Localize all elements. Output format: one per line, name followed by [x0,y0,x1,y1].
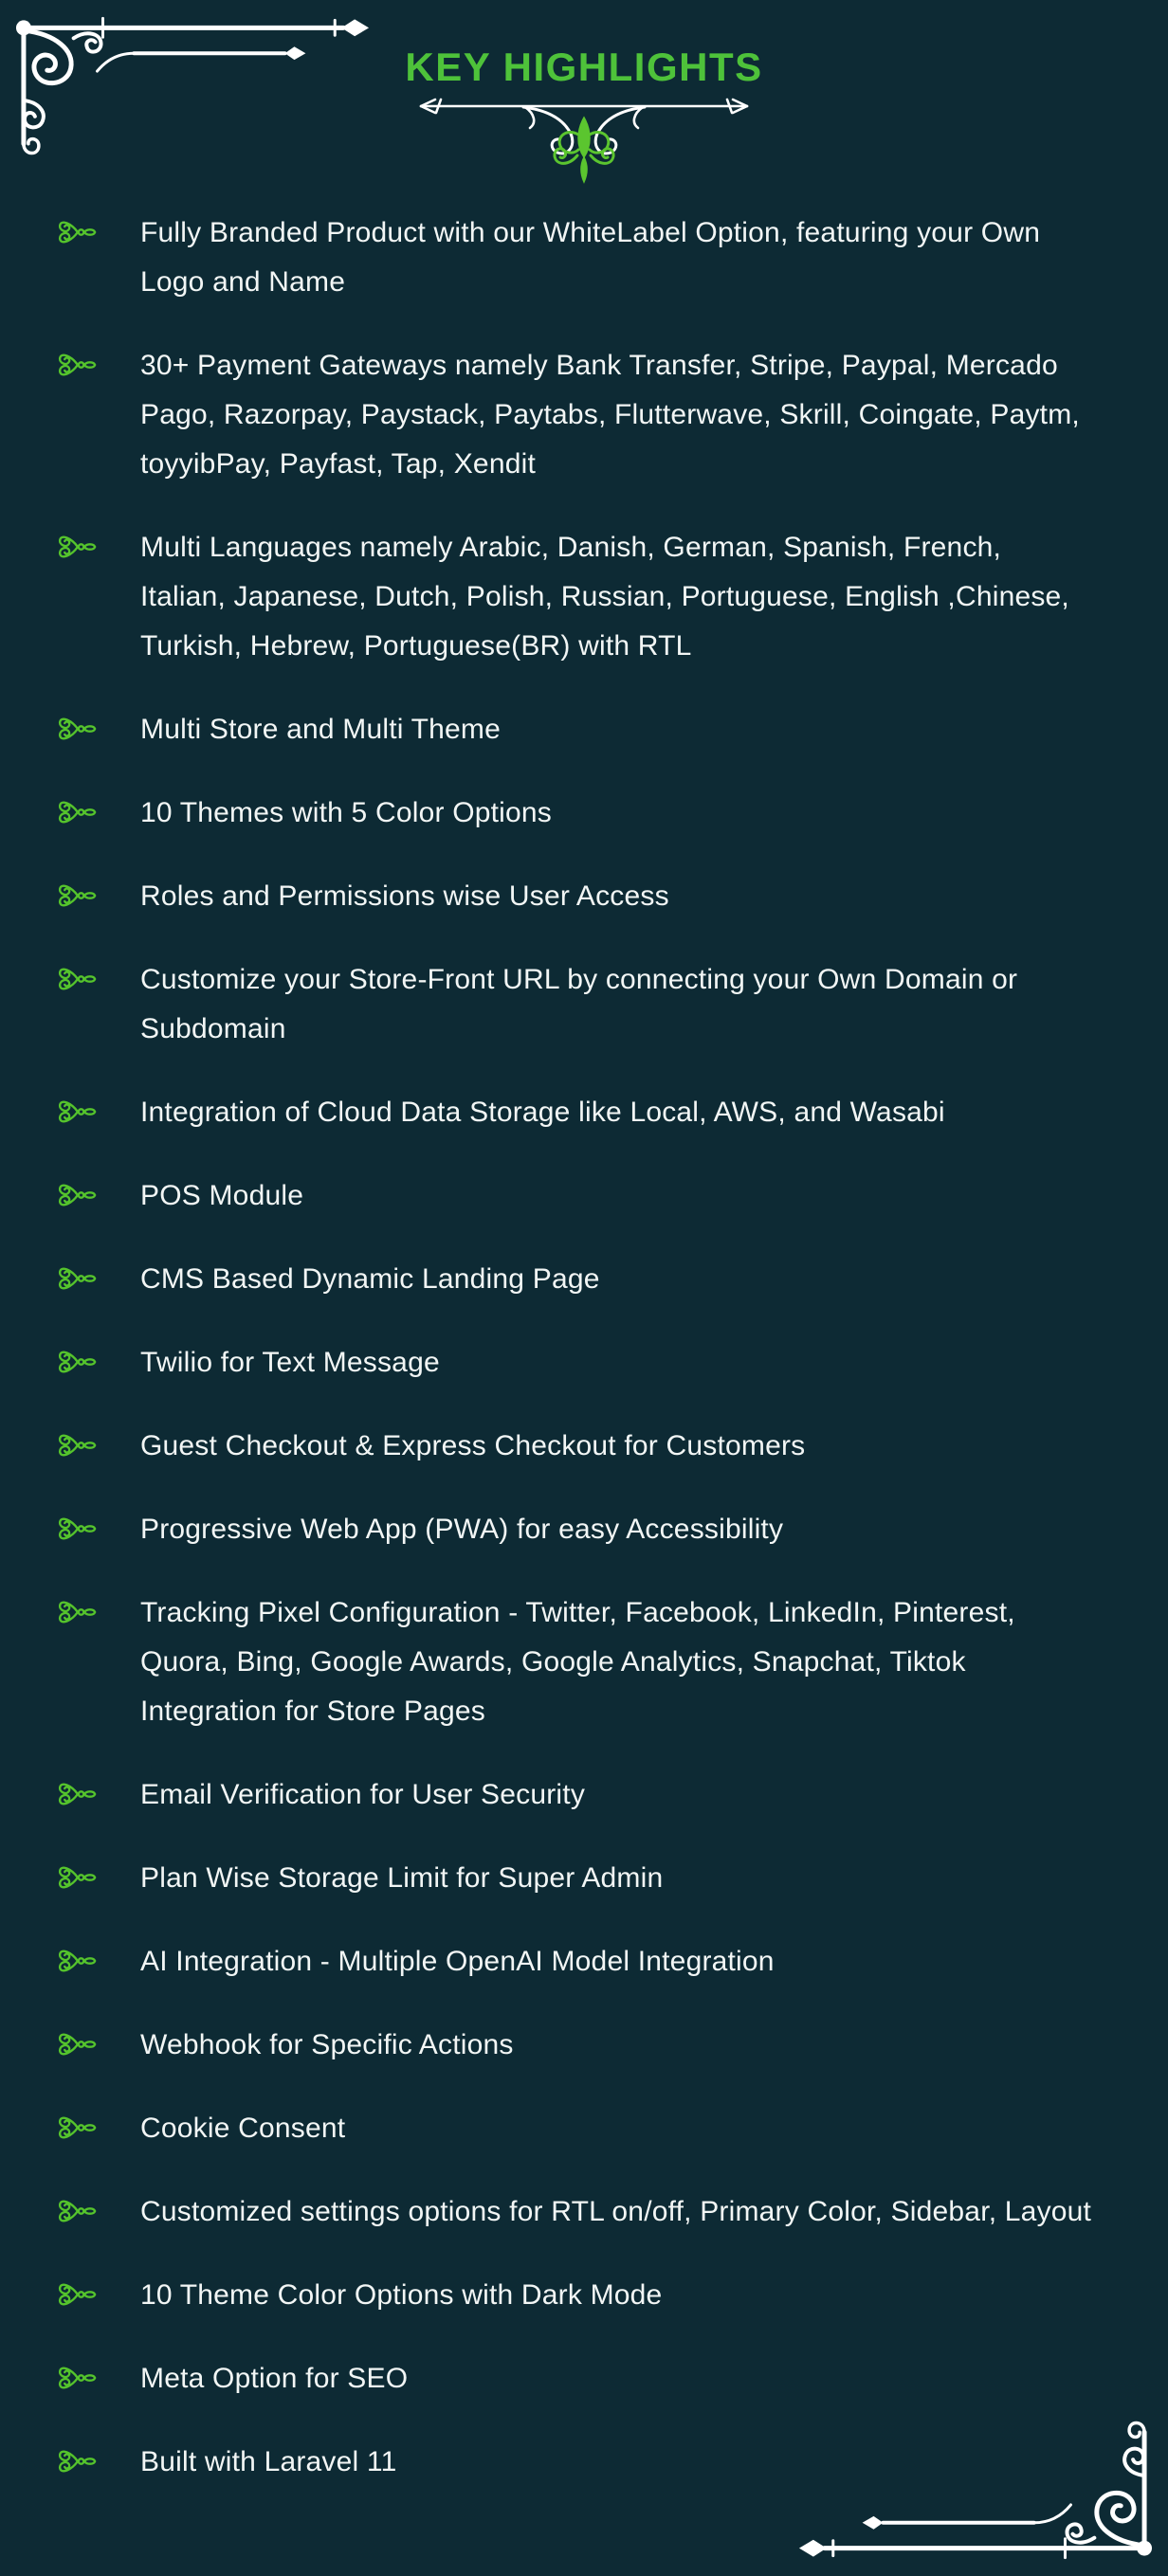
highlight-text: 10 Theme Color Options with Dark Mode [140,2279,663,2312]
highlight-text: Tracking Pixel Configuration - Twitter, Facebook, LinkedIn, Pinterest, Quora, Bing, Google Awards, Google Analytics, Snapchat, Tiktok Integration for Store Pages [140,1597,1015,1728]
ornament-bullet-icon [57,880,97,911]
ornament-bullet-icon [57,1862,97,1893]
highlight-item [57,341,1094,489]
highlight-text: POS Module [140,1180,304,1212]
corner-flourish-bottom-right-icon [789,2406,1157,2563]
highlight-text: AI Integration - Multiple OpenAI Model Integration [140,1946,775,1978]
highlight-item [57,1422,1094,1471]
highlight-item [57,955,1094,1054]
ornament-bullet-icon [57,1597,97,1627]
section-header [0,0,1168,186]
highlight-text: Customized settings options for RTL on/off, Primary Color, Sidebar, Layout [140,2196,1092,2228]
ornament-bullet-icon [57,1779,97,1809]
highlight-item [57,2021,1094,2070]
ornament-bullet-icon [57,1946,97,1976]
ornament-bullet-icon [57,2279,97,2310]
highlight-text: Multi Store and Multi Theme [140,714,502,746]
ornament-bullet-icon [57,1514,97,1544]
ornament-bullet-icon [57,714,97,744]
highlight-item [57,523,1094,671]
highlight-text: Integration of Cloud Data Storage like Local, AWS, and Wasabi [140,1097,945,1129]
ornament-bullet-icon [57,2363,97,2393]
highlight-item [57,1255,1094,1304]
highlight-text: CMS Based Dynamic Landing Page [140,1263,600,1296]
highlight-item [57,1088,1094,1137]
highlight-text: Guest Checkout & Express Checkout for Customers [140,1430,806,1462]
ornament-bullet-icon [57,2446,97,2476]
highlight-text: Fully Branded Product with our WhiteLabel Option, featuring your Own Logo and Name [140,217,1041,299]
highlight-item [57,1770,1094,1820]
highlight-item [57,2271,1094,2320]
highlight-item [57,789,1094,838]
highlight-item [57,209,1094,307]
highlight-text: Plan Wise Storage Limit for Super Admin [140,1862,664,1895]
highlight-item [57,1854,1094,1903]
divider-flourish-icon [410,97,758,186]
highlights-list [0,209,1168,2487]
ornament-bullet-icon [57,1263,97,1294]
highlight-text: Built with Laravel 11 [140,2446,397,2478]
ornament-bullet-icon [57,1347,97,1377]
highlight-item [57,1505,1094,1554]
highlight-text: Cookie Consent [140,2113,346,2145]
highlight-text: 30+ Payment Gateways namely Bank Transfer, Stripe, Paypal, Mercado Pago, Razorpay, Paystack, Paytabs, Flutterwave, Skrill, Coingate, Paytm, toyyibPay, Payfast, Tap, Xendit [140,350,1080,481]
ornament-bullet-icon [57,1430,97,1460]
highlight-item [57,1171,1094,1221]
ornament-bullet-icon [57,964,97,994]
ornament-bullet-icon [57,350,97,380]
highlight-text: Roles and Permissions wise User Access [140,880,669,913]
highlight-text: Webhook for Specific Actions [140,2029,514,2061]
highlight-item [57,1937,1094,1986]
ornament-bullet-icon [57,2029,97,2059]
highlight-text: Multi Languages namely Arabic, Danish, German, Spanish, French, Italian, Japanese, Dutch, Polish, Russian, Portuguese, English ,Chinese, Turkish, Hebrew, Portuguese(BR) with RTL [140,532,1069,662]
ornament-bullet-icon [57,1180,97,1210]
ornament-bullet-icon [57,2113,97,2143]
highlight-text: 10 Themes with 5 Color Options [140,797,552,829]
highlight-item [57,1588,1094,1736]
highlight-item [57,2354,1094,2404]
highlight-text: Email Verification for User Security [140,1779,586,1811]
highlight-text: Meta Option for SEO [140,2363,409,2395]
ornament-bullet-icon [57,797,97,827]
ornament-bullet-icon [57,217,97,247]
ornament-bullet-icon [57,1097,97,1127]
highlight-item [57,872,1094,921]
highlight-item [57,705,1094,754]
highlight-item [57,2187,1094,2237]
highlight-item [57,2104,1094,2153]
highlight-text: Customize your Store-Front URL by connecting your Own Domain or Subdomain [140,964,1018,1045]
highlight-text: Twilio for Text Message [140,1347,440,1379]
highlight-item [57,1338,1094,1388]
fleur-de-lis-icon [555,118,613,182]
ornament-bullet-icon [57,532,97,562]
ornament-bullet-icon [57,2196,97,2226]
highlight-text: Progressive Web App (PWA) for easy Accessibility [140,1514,784,1546]
page-title: KEY HIGHLIGHTS [405,45,763,89]
